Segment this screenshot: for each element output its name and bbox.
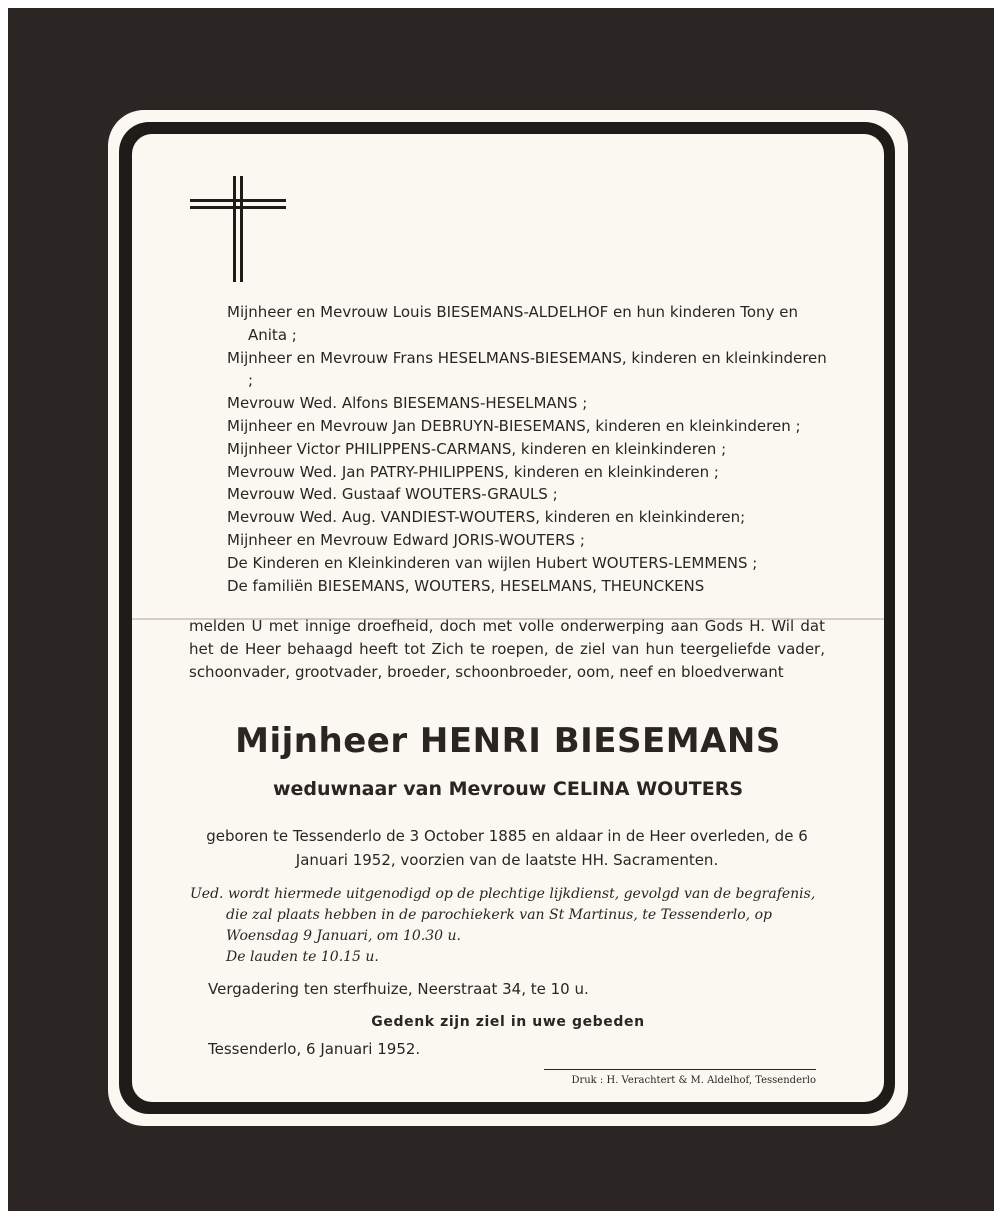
family-line: De familiën BIESEMANS, WOUTERS, HESELMANS, THEUNCKENS — [227, 576, 705, 595]
family-line: Mijnheer en Mevrouw Louis BIESEMANS-ALDELHOF en hun kinderen Tony en Anita ; — [227, 303, 798, 344]
family-line: Mevrouw Wed. Aug. VANDIEST-WOUTERS, kinderen en kleinkinderen; — [227, 508, 746, 527]
family-line: Mijnheer en Mevrouw Edward JORIS-WOUTERS ; — [227, 530, 585, 549]
birth-death-text: geboren te Tessenderlo de 3 October 1885 en aldaar in de Heer overleden, de 6 Januari 1952, voorzien van de laatste HH. Sacramenten. — [206, 827, 808, 869]
cross-icon — [190, 176, 286, 282]
printer-credit: Druk : H. Verachtert & M. Aldelhof, Tessenderlo — [571, 1075, 816, 1086]
widower-line: weduwnaar van Mevrouw CELINA WOUTERS — [272, 778, 744, 800]
meeting-place: Vergadering ten sterfhuize, Neerstraat 34, te 10 u. — [208, 980, 589, 998]
family-line: Mijnheer en Mevrouw Frans HESELMANS-BIESEMANS, kinderen en kleinkinderen ; — [227, 348, 827, 390]
bells-time: De lauden te 10.15 u. — [226, 949, 379, 965]
printer-divider — [544, 1069, 816, 1070]
prayer-line: Gedenk zijn ziel in uwe gebeden — [371, 1014, 645, 1030]
place-date: Tessenderlo, 6 Januari 1952. — [208, 1040, 421, 1058]
family-line: Mevrouw Wed. Jan PATRY-PHILIPPENS, kinderen en kleinkinderen ; — [227, 462, 719, 481]
mourning-card — [132, 134, 884, 1102]
family-line: De Kinderen en Kleinkinderen van wijlen Hubert WOUTERS-LEMMENS ; — [227, 553, 758, 572]
mourning-card-border — [8, 8, 994, 1211]
announcement-text: melden U met innige droefheid, doch met volle onderwerping aan Gods H. Wil dat het de Heer behaagd heeft tot Zich te roepen, de ziel van hun teergeliefde vader, schoonvader, grootvader, broeder, schoonbroeder, oom, neef en bloedverwant — [189, 617, 825, 681]
family-list — [227, 301, 827, 597]
funeral-invitation — [190, 884, 822, 968]
family-line: Mevrouw Wed. Gustaaf WOUTERS-GRAULS ; — [227, 485, 558, 504]
deceased-name: Mijnheer HENRI BIESEMANS — [235, 721, 781, 761]
family-line: Mijnheer en Mevrouw Jan DEBRUYN-BIESEMANS, kinderen en kleinkinderen ; — [227, 416, 801, 435]
family-line: Mevrouw Wed. Alfons BIESEMANS-HESELMANS ; — [227, 394, 588, 413]
family-line: Mijnheer Victor PHILIPPENS-CARMANS, kinderen en kleinkinderen ; — [227, 439, 727, 458]
invitation-text: Ued. wordt hiermede uitgenodigd op de plechtige lijkdienst, gevolgd van de begrafenis, die zal plaats hebben in de parochiekerk van St Martinus, te Tessenderlo, op Woensdag 9 Januari, om 10.30 u. — [190, 886, 816, 944]
